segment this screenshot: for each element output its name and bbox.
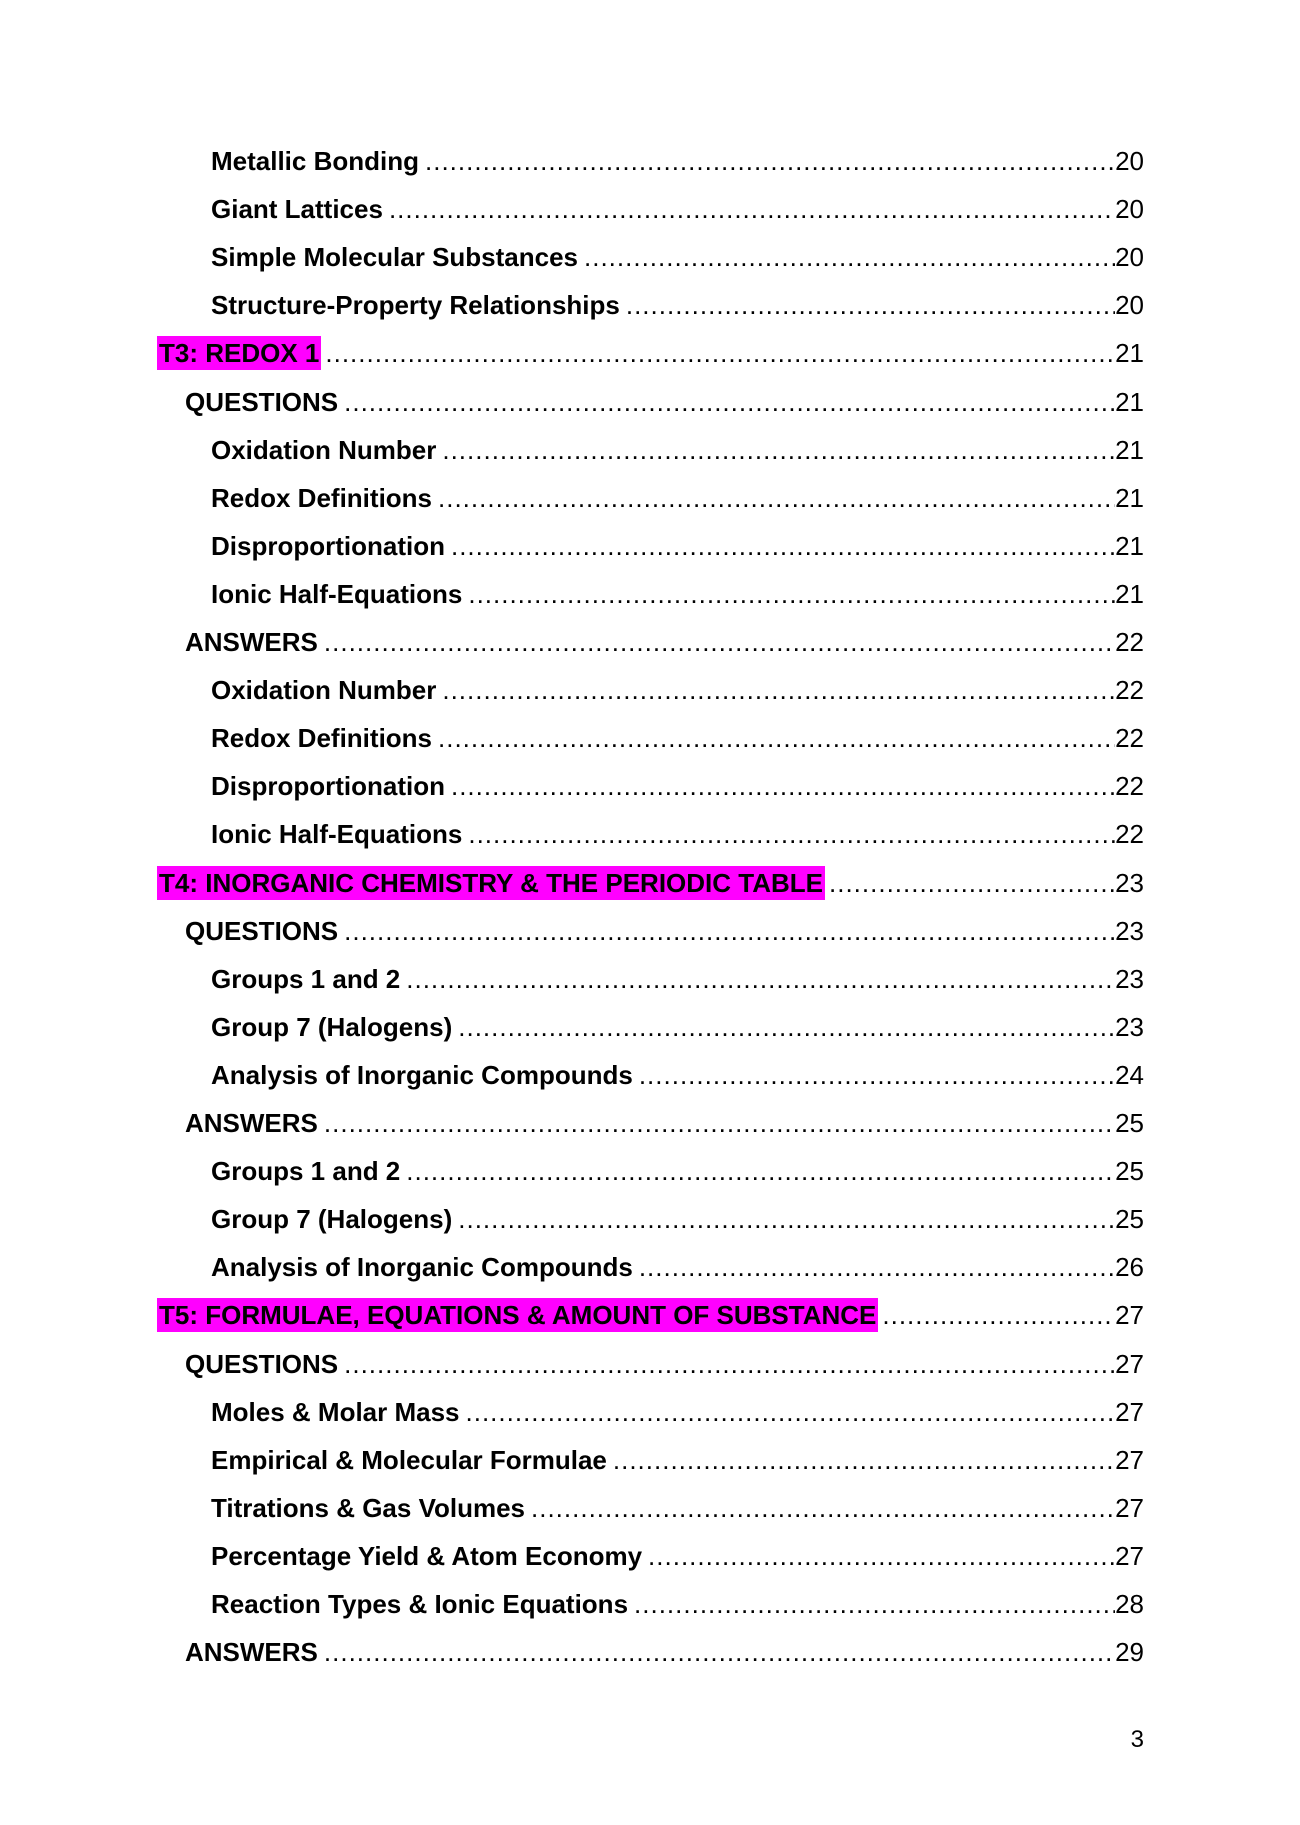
toc-entry-title: Analysis of Inorganic Compounds [211,1252,633,1282]
toc-entry-title: ANSWERS [185,1108,318,1138]
toc-entry[interactable] [157,336,1144,370]
toc-entry[interactable] [209,962,1144,996]
dot-leader [878,1298,1115,1332]
toc-entry[interactable] [209,240,1144,274]
toc-entry-page-number: 20 [1115,194,1144,224]
dot-leader [825,866,1115,900]
toc-entry-title: Simple Molecular Substances [211,242,579,272]
dot-leader [464,817,1115,851]
toc-chapter-title: T5: FORMULAE, EQUATIONS & AMOUNT OF SUBSTANCE [159,1300,877,1330]
toc-entry-page-number: 22 [1115,819,1144,849]
dot-leader [385,192,1115,226]
dot-leader [527,1491,1115,1525]
toc-entry-page-number: 23 [1115,916,1144,946]
toc-entry[interactable] [209,1154,1144,1188]
toc-entry-page-number: 21 [1115,338,1144,368]
dot-leader [464,577,1115,611]
dot-leader [580,240,1115,274]
toc-entry[interactable] [209,577,1144,611]
toc-entry[interactable] [183,914,1144,948]
toc-entry[interactable] [209,721,1144,755]
toc-entry-title: Metallic Bonding [211,146,419,176]
toc-entry-title: Structure-Property Relationships [211,290,620,320]
toc-entry-title: Group 7 (Halogens) [211,1204,453,1234]
toc-entry-title: Empirical & Molecular Formulae [211,1445,607,1475]
toc-entry-page-number: 21 [1115,531,1144,561]
toc-entry[interactable] [209,1491,1144,1525]
toc-entry-title: Ionic Half-Equations [211,579,463,609]
dot-leader [635,1250,1115,1284]
dot-leader [447,529,1115,563]
toc-entry[interactable] [183,1347,1144,1381]
toc-entry-page-number: 22 [1115,675,1144,705]
toc-entry[interactable] [183,625,1144,659]
dot-leader [447,769,1115,803]
toc-entry-page-number: 25 [1115,1108,1144,1138]
toc-entry-page-number: 22 [1115,771,1144,801]
toc-entry-page-number: 28 [1115,1589,1144,1619]
dot-leader [630,1587,1115,1621]
dot-leader [320,625,1115,659]
toc-entry-title: Redox Definitions [211,483,433,513]
dot-leader [402,1154,1115,1188]
toc-entry[interactable] [157,1298,1144,1332]
toc-entry[interactable] [209,433,1144,467]
toc-entry-page-number: 23 [1115,868,1144,898]
toc-entry-page-number: 22 [1115,723,1144,753]
toc-entry-title: Groups 1 and 2 [211,964,401,994]
dot-leader [320,1106,1115,1140]
toc-entry[interactable] [183,1635,1144,1669]
page-number: 3 [1130,1726,1144,1753]
toc-entry[interactable] [209,1395,1144,1429]
toc-entry-page-number: 21 [1115,387,1144,417]
toc-entry-page-number: 21 [1115,435,1144,465]
dot-leader [321,336,1115,370]
toc-entry-page-number: 25 [1115,1204,1144,1234]
dot-leader [434,721,1115,755]
toc-entry-title: Percentage Yield & Atom Economy [211,1541,643,1571]
toc-entry-page-number: 27 [1115,1397,1144,1427]
toc-entry[interactable] [209,1539,1144,1573]
toc-entry[interactable] [209,192,1144,226]
toc-entry-title: Groups 1 and 2 [211,1156,401,1186]
toc-entry-title: ANSWERS [185,627,318,657]
toc-entry-page-number: 27 [1115,1349,1144,1379]
toc-entry-title: Ionic Half-Equations [211,819,463,849]
toc-entry[interactable] [209,1443,1144,1477]
dot-leader [644,1539,1115,1573]
toc-entry-page-number: 27 [1115,1300,1144,1330]
toc-entry[interactable] [209,1010,1144,1044]
toc-entry-page-number: 20 [1115,146,1144,176]
toc-entry-title: Analysis of Inorganic Compounds [211,1060,633,1090]
dot-leader [421,144,1115,178]
dot-leader [462,1395,1116,1429]
toc-entry-page-number: 21 [1115,483,1144,513]
dot-leader [434,481,1115,515]
toc-chapter-title: T3: REDOX 1 [159,338,320,368]
toc-entry[interactable] [209,1250,1144,1284]
toc-entry-page-number: 27 [1115,1541,1144,1571]
dot-leader [340,914,1115,948]
toc-entry-page-number: 29 [1115,1637,1144,1667]
toc-entry-title: QUESTIONS [185,916,339,946]
toc-entry-title: Group 7 (Halogens) [211,1012,453,1042]
toc-entry-page-number: 20 [1115,242,1144,272]
toc-entry-title: QUESTIONS [185,387,339,417]
toc-entry[interactable] [183,1106,1144,1140]
toc-entry-page-number: 21 [1115,579,1144,609]
toc-entry[interactable] [209,529,1144,563]
dot-leader [402,962,1115,996]
toc-entry[interactable] [183,385,1144,419]
toc-entry-title: Titrations & Gas Volumes [211,1493,526,1523]
dot-leader [320,1635,1115,1669]
dot-leader [438,673,1115,707]
toc-entry[interactable] [209,769,1144,803]
toc-entry[interactable] [209,673,1144,707]
dot-leader [340,385,1115,419]
toc-entry[interactable] [209,481,1144,515]
toc-entry-title: Oxidation Number [211,435,437,465]
dot-leader [340,1347,1115,1381]
toc-entry[interactable] [209,1202,1144,1236]
toc-entry-page-number: 26 [1115,1252,1144,1282]
toc-entry[interactable] [209,144,1144,178]
toc-entry-title: Oxidation Number [211,675,437,705]
toc-entry[interactable] [209,1058,1144,1092]
toc-entry-page-number: 23 [1115,1012,1144,1042]
dot-leader [438,433,1115,467]
toc-entry-page-number: 24 [1115,1060,1144,1090]
toc-entry-title: ANSWERS [185,1637,318,1667]
dot-leader [622,288,1115,322]
toc-entry-title: Disproportionation [211,771,445,801]
toc-entry[interactable] [209,288,1144,322]
toc-entry[interactable] [157,866,1144,900]
toc-entry-title: Disproportionation [211,531,445,561]
dot-leader [454,1202,1115,1236]
dot-leader [454,1010,1115,1044]
toc-entry-title: Giant Lattices [211,194,383,224]
dot-leader [635,1058,1115,1092]
toc-entry-page-number: 23 [1115,964,1144,994]
toc-entry-title: Moles & Molar Mass [211,1397,460,1427]
toc-entry-title: Reaction Types & Ionic Equations [211,1589,629,1619]
toc-entry-page-number: 27 [1115,1493,1144,1523]
dot-leader [609,1443,1115,1477]
toc-entry[interactable] [209,1587,1144,1621]
toc-entry-title: QUESTIONS [185,1349,339,1379]
toc-entry-page-number: 20 [1115,290,1144,320]
toc-entry-title: Redox Definitions [211,723,433,753]
toc-entry-page-number: 25 [1115,1156,1144,1186]
toc-entry-page-number: 22 [1115,627,1144,657]
toc-chapter-title: T4: INORGANIC CHEMISTRY & THE PERIODIC TABLE [159,868,823,898]
toc-entry[interactable] [209,817,1144,851]
toc-entry-page-number: 27 [1115,1445,1144,1475]
